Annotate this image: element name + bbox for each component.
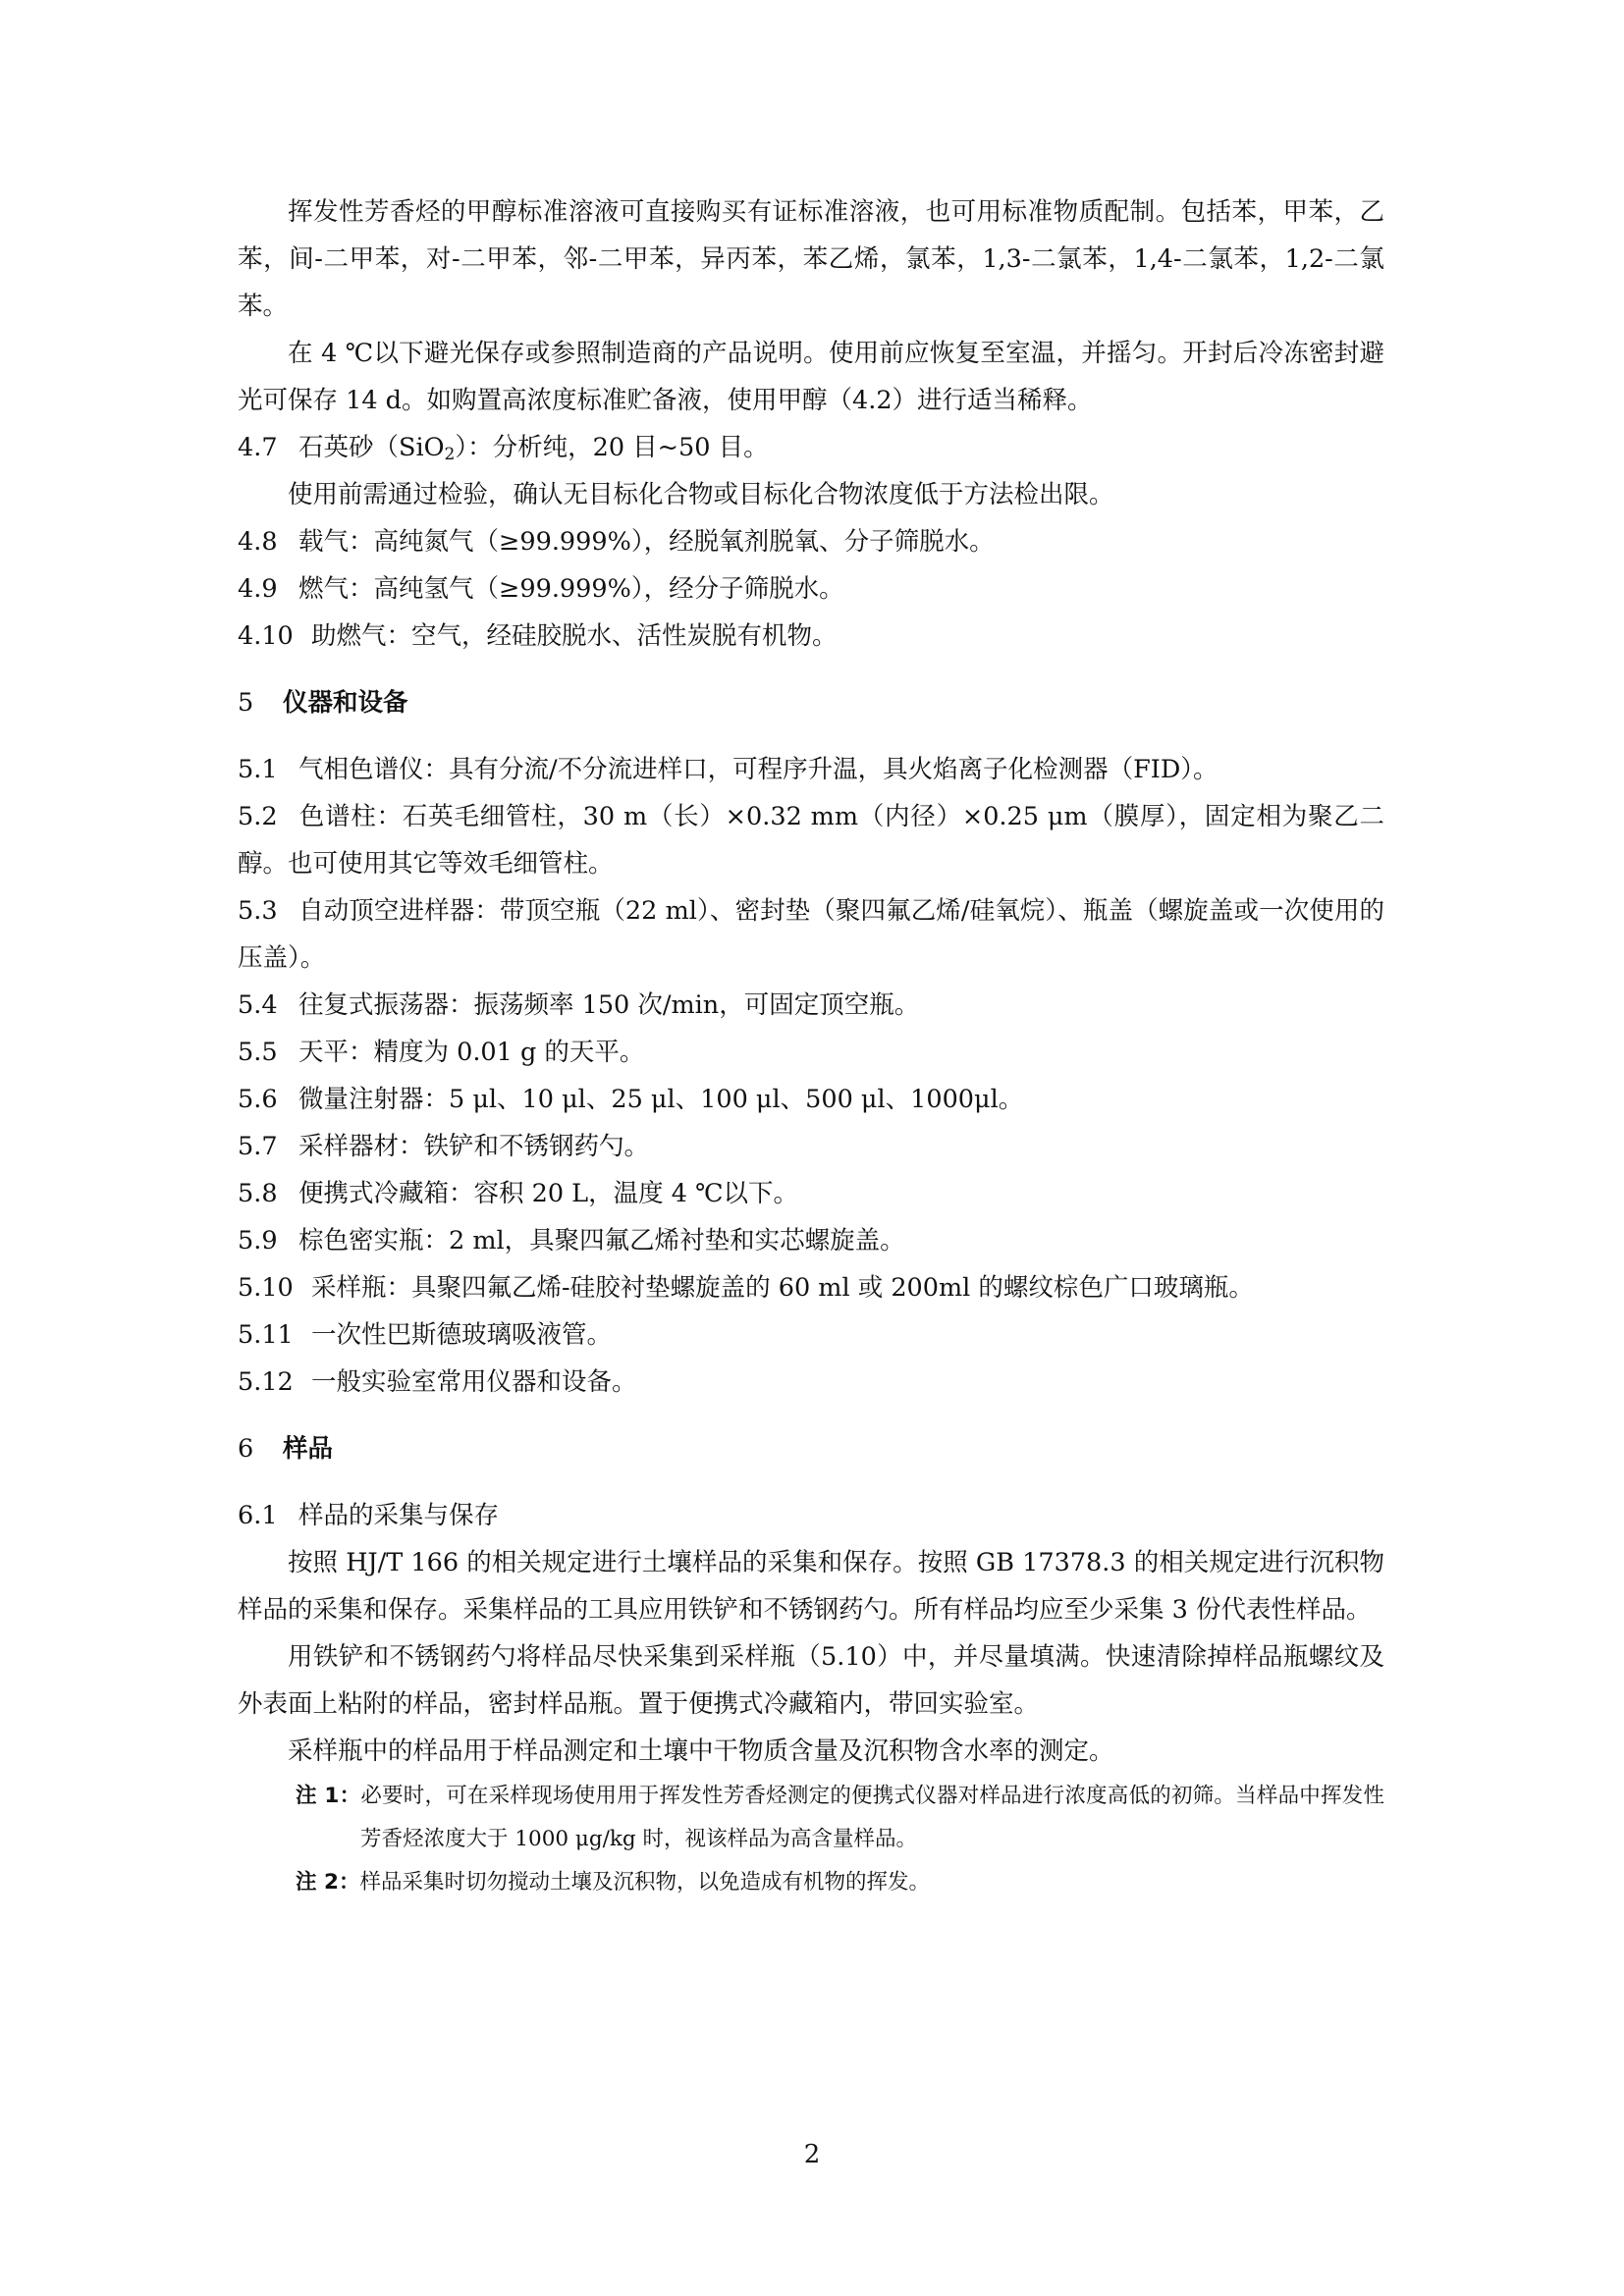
item-4-9: [238, 565, 1384, 613]
item-number: 4.7: [238, 433, 278, 462]
page-number: 2: [803, 2140, 821, 2169]
item-number: 5.8: [238, 1179, 278, 1208]
paragraph-sample-use: 采样瓶中的样品用于样品测定和土壤中干物质含量及沉积物含水率的测定。: [288, 1736, 1114, 1766]
note-label: 注 2：: [296, 1870, 360, 1895]
item-5-9: [238, 1217, 1384, 1264]
item-text: 载气：高纯氮气（≥99.999%），经脱氧剂脱氧、分子筛脱水。: [298, 527, 995, 557]
item-number: 4.8: [238, 527, 278, 557]
subsection-title: 样品的采集与保存: [298, 1501, 500, 1530]
item-number: 4.9: [238, 574, 278, 604]
item-number: 5.7: [238, 1132, 278, 1161]
item-text: 燃气：高纯氢气（≥99.999%），经分子筛脱水。: [298, 574, 844, 604]
note-text: 必要时，可在采样现场使用用于挥发性芳香烃测定的便携式仪器对样品进行浓度高低的初筛。当样品中挥发性芳香烃浓度大于 1000 μg/kg 时，视该样品为高含量样品。: [360, 1784, 1384, 1851]
item-number: 5.9: [238, 1226, 278, 1255]
item-text: 一次性巴斯德玻璃吸液管。: [311, 1320, 613, 1350]
item-4-7: [238, 424, 1384, 471]
paragraph-sampling-rules: 按照 HJ/T 166 的相关规定进行土壤样品的采集和保存。按照 GB 17378.3 的相关规定进行沉积物样品的采集和保存。采集样品的工具应用铁铲和不锈钢药勺。所有样品均应至少采集 3 份代表性样品。: [238, 1548, 1384, 1625]
item-5-5: [238, 1029, 1384, 1076]
item-number: 5.6: [238, 1085, 278, 1114]
item-5-7: [238, 1123, 1384, 1170]
paragraph-storage: 在 4 ℃以下避光保存或参照制造商的产品说明。使用前应恢复至室温，并摇匀。开封后冷冻密封避光可保存 14 d。如购置高浓度标准贮备液，使用甲醇（4.2）进行适当稀释。: [238, 339, 1384, 415]
item-4-10: [238, 613, 1384, 660]
item-number: 5.5: [238, 1038, 278, 1067]
item-5-6: [238, 1076, 1384, 1123]
item-text-sub: 2: [444, 445, 456, 464]
note-2: [281, 1861, 1384, 1904]
item-text: 气相色谱仪：具有分流/不分流进样口，可程序升温，具火焰离子化检测器（FID）。: [298, 755, 1218, 784]
item-number: 5.11: [238, 1320, 294, 1350]
item-text: 采样瓶：具聚四氟乙烯-硅胶衬垫螺旋盖的 60 ml 或 200ml 的螺纹棕色广口玻璃瓶。: [311, 1273, 1254, 1303]
item-5-2: [238, 793, 1384, 887]
item-number: 5.10: [238, 1273, 294, 1303]
section-title: 仪器和设备: [283, 688, 408, 718]
item-text-post: ）：分析纯，20 目~50 目。: [455, 433, 769, 462]
item-number: 5.2: [238, 802, 278, 831]
item-5-4: [238, 982, 1384, 1029]
item-number: 5.12: [238, 1367, 294, 1397]
section-heading-5: [238, 683, 1384, 722]
item-number: 5.4: [238, 990, 278, 1020]
item-number: 5.3: [238, 896, 278, 926]
item-text-pre: 石英砂（SiO: [298, 433, 445, 462]
note-label: 注 1：: [296, 1784, 361, 1808]
item-number: 4.10: [238, 621, 294, 651]
item-text: 色谱柱：石英毛细管柱，30 m（长）×0.32 mm（内径）×0.25 μm（膜厚），固定相为聚乙二醇。也可使用其它等效毛细管柱。: [238, 802, 1384, 879]
item-5-11: [238, 1311, 1384, 1359]
paragraph-standard-solution: 挥发性芳香烃的甲醇标准溶液可直接购买有证标准溶液，也可用标准物质配制。包括苯，甲苯，乙苯，间-二甲苯，对-二甲苯，邻-二甲苯，异丙苯，苯乙烯，氯苯，1,3-二氯苯，1,4-二氯苯，1,2-二氯苯。: [238, 197, 1384, 321]
item-5-3: [238, 887, 1384, 982]
section-heading-6: [238, 1429, 1384, 1468]
subsection-heading-6-1: [238, 1492, 1384, 1539]
subsection-number: 6.1: [238, 1501, 278, 1530]
note-text: 样品采集时切勿搅动土壤及沉积物，以免造成有机物的挥发。: [359, 1870, 930, 1895]
item-4-8: [238, 518, 1384, 565]
item-text: 自动顶空进样器：带顶空瓶（22 ml）、密封垫（聚四氟乙烯/硅氧烷）、瓶盖（螺旋盖或一次使用的压盖）。: [238, 896, 1384, 973]
item-5-12: [238, 1359, 1384, 1406]
item-text: 天平：精度为 0.01 g 的天平。: [298, 1038, 645, 1067]
section-number: 6: [238, 1434, 254, 1464]
item-5-10: [238, 1264, 1384, 1311]
item-text: 便携式冷藏箱：容积 20 L，温度 4 ℃以下。: [298, 1179, 799, 1208]
paragraph-sampling-procedure: 用铁铲和不锈钢药勺将样品尽快采集到采样瓶（5.10）中，并尽量填满。快速清除掉样品瓶螺纹及外表面上粘附的样品，密封样品瓶。置于便携式冷藏箱内，带回实验室。: [238, 1642, 1384, 1719]
paragraph-quartz-check: 使用前需通过检验，确认无目标化合物或目标化合物浓度低于方法检出限。: [288, 480, 1114, 509]
document-body: [238, 188, 1384, 1904]
item-5-1: [238, 746, 1384, 793]
note-1: [281, 1775, 1384, 1861]
item-5-8: [238, 1170, 1384, 1217]
section-number: 5: [238, 688, 254, 718]
item-text: 棕色密实瓶：2 ml，具聚四氟乙烯衬垫和实芯螺旋盖。: [298, 1226, 905, 1255]
item-text: 往复式振荡器：振荡频率 150 次/min，可固定顶空瓶。: [298, 990, 920, 1020]
item-text: 一般实验室常用仪器和设备。: [311, 1367, 637, 1397]
item-number: 5.1: [238, 755, 278, 784]
item-text: 采样器材：铁铲和不锈钢药勺。: [298, 1132, 650, 1161]
item-text: 助燃气：空气，经硅胶脱水、活性炭脱有机物。: [311, 621, 838, 651]
section-title: 样品: [283, 1434, 334, 1464]
item-text: 微量注射器：5 μl、10 μl、25 μl、100 μl、500 μl、1000μl。: [298, 1085, 1024, 1114]
